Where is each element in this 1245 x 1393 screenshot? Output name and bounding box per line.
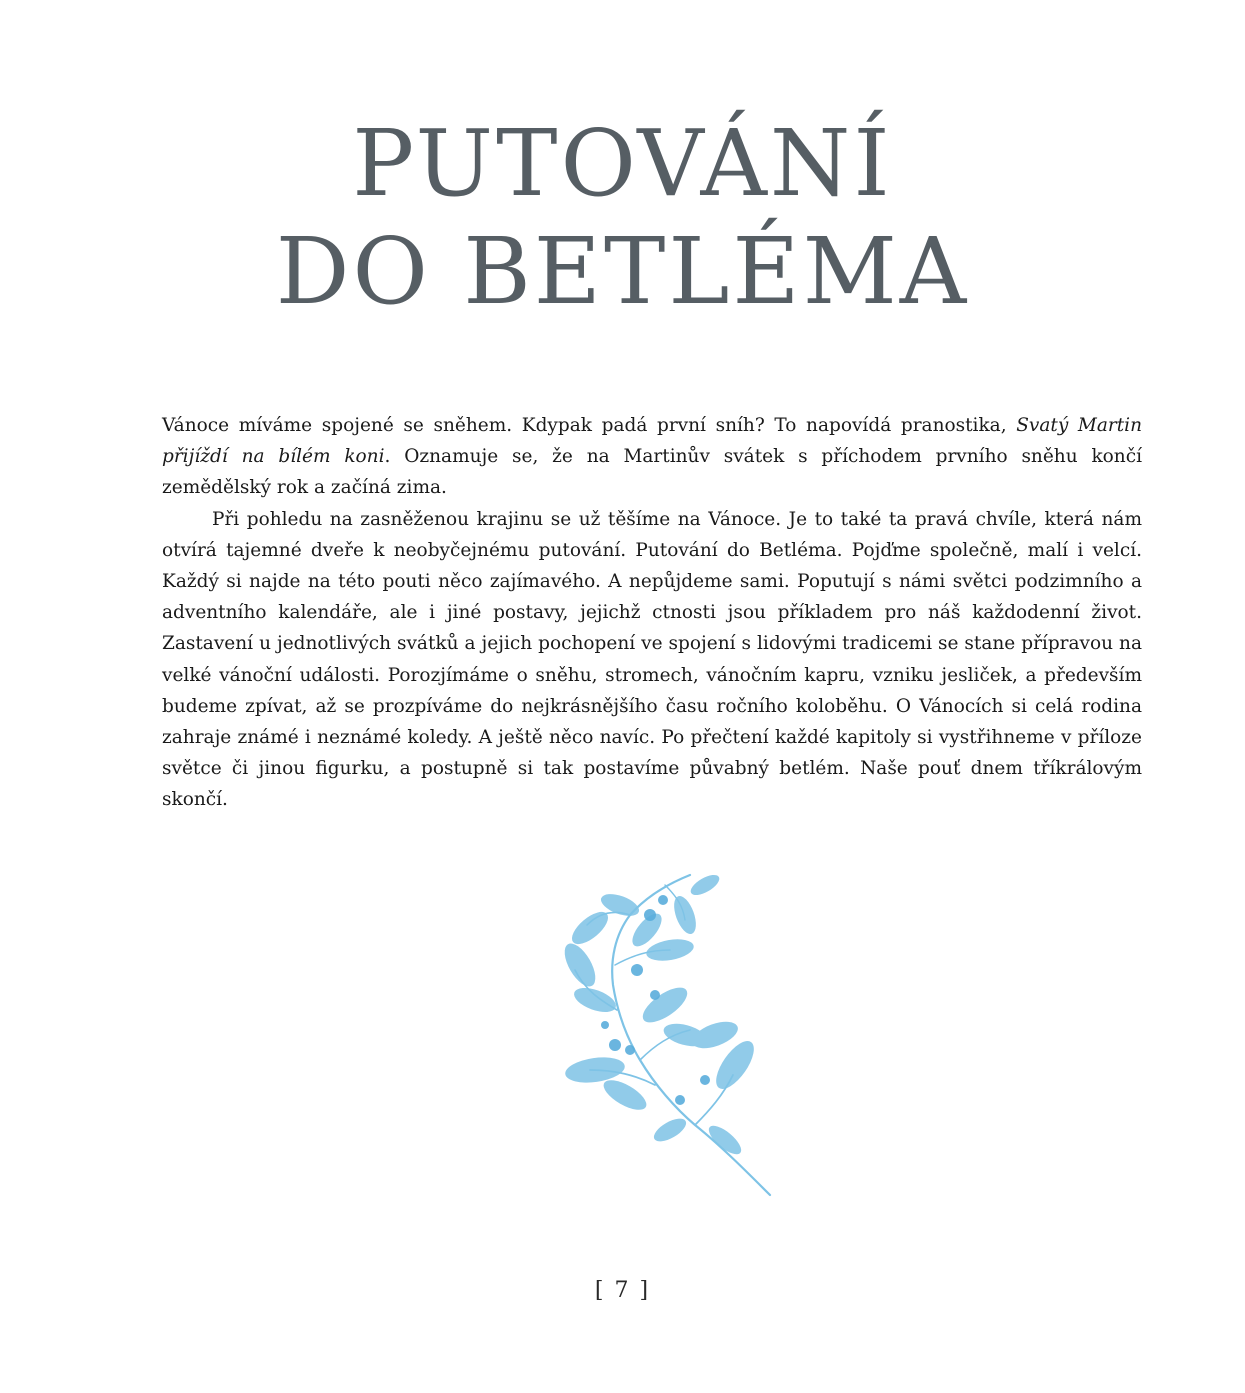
chapter-body [162,410,1142,816]
paragraph-1 [162,410,1142,504]
chapter-title [0,110,1245,326]
paragraph-1-text-b: . Oznamuje se, že na Martinův svátek s příchodem prvního sněhu končí zemědělský rok a začíná zima. [162,446,1142,499]
page-number: [ 7 ] [594,1278,651,1303]
paragraph-1-text-a: Vánoce míváme spojené se sněhem. Kdypak padá první sníh? To napovídá pranostika, [162,415,1017,436]
chapter-title-line-2: DO BETLÉMA [275,218,970,325]
blue-branch-illustration [555,870,785,1200]
pranostika-quote: Svatý Martin přijíždí na bílém koni [162,415,1142,468]
chapter-title-line-1: PUTOVÁNÍ [352,110,893,217]
paragraph-2: Při pohledu na zasněženou krajinu se už těšíme na Vánoce. Je to také ta pravá chvíle, která nám otvírá tajemné dveře k neobyčejnému putování. Putování do Betléma. Pojďme společně, malí i velcí. Každý si najde na této pouti něco zajímavého. A nepůjdeme sami. Poputují s námi světci podzimního a adventního kalendáře, ale i jiné postavy, jejichž ctnosti jsou příkladem pro náš každodenní život. Zastavení u jednotlivých svátků a jejich pochopení ve spojení s lidovými tradicemi se stane přípravou na velké vánoční události. Porozjímáme o sněhu, stromech, vánočním kapru, vzniku jesliček, a především budeme zpívat, až se prozpíváme do nejkrásnějšího času ročního koloběhu. O Vánocích si celá rodina zahraje známé i neznámé koledy. A ještě něco navíc. Po přečtení každé kapitoly si vystřihneme v příloze světce či jinou figurku, a postupně si tak postavíme půvabný betlém. Naše pouť dnem tříkrálovým skončí. [162,508,1142,811]
